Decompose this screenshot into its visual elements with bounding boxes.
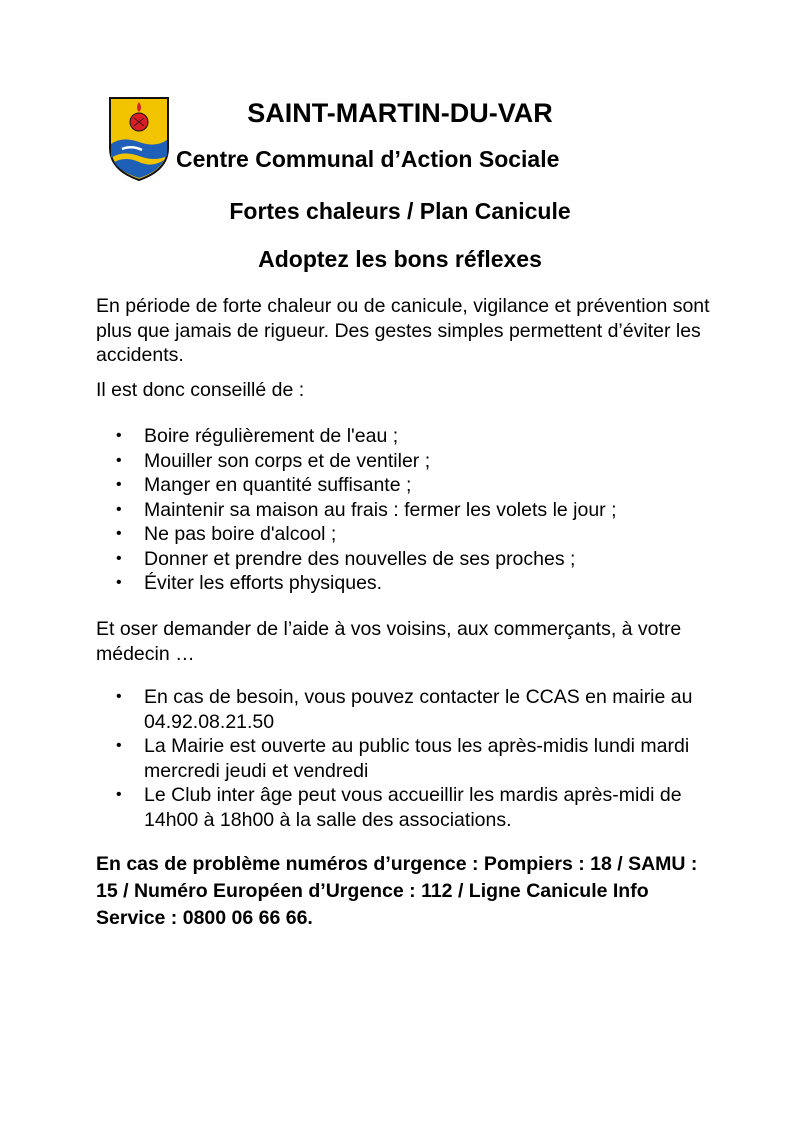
topic-heading: Fortes chaleurs / Plan Canicule [229, 198, 571, 224]
bullet-icon: • [116, 476, 122, 493]
list-item: • Mouiller son corps et de ventiler ; [116, 449, 431, 472]
bullet-icon: • [116, 688, 122, 705]
list-item: • Ne pas boire d'alcool ; [116, 523, 337, 545]
bullet-icon: • [116, 737, 122, 754]
bullet-icon: • [116, 427, 122, 444]
subtitle-heading: Adoptez les bons réflexes [258, 246, 542, 272]
list-item: • La Mairie est ouverte au public tous les après-midis lundi mardi mercredi jeudi et vendredi [116, 735, 690, 782]
help-lead: Et oser demander de l’aide à vos voisins, aux commerçants, à votre médecin … [96, 618, 682, 665]
advice-lead: Il est donc conseillé de : [96, 379, 305, 401]
bullet-icon: • [116, 451, 122, 469]
list-item: • Éviter les efforts physiques. [116, 572, 383, 594]
help-list [96, 685, 716, 832]
emergency-numbers: En cas de problème numéros d’urgence : Pompiers : 18 / SAMU : 15 / Numéro Européen d’Urgence : 112 / Ligne Canicule Info Service : 0800 06 66 66. [96, 853, 698, 929]
advice-list [96, 424, 716, 596]
town-name: SAINT-MARTIN-DU-VAR [247, 98, 553, 128]
organisation-name: Centre Communal d’Action Sociale [176, 146, 560, 172]
list-item: • Manger en quantité suffisante ; [116, 474, 412, 496]
list-item: • Maintenir sa maison au frais : fermer les volets le jour ; [116, 498, 617, 521]
bullet-icon: • [116, 574, 122, 591]
bullet-icon: • [116, 549, 122, 567]
intro-paragraph: En période de forte chaleur ou de canicule, vigilance et prévention sont plus que jamais de rigueur. Des gestes simples permettent d’éviter les accidents. [96, 295, 710, 366]
bullet-icon: • [116, 786, 122, 803]
list-item: • Donner et prendre des nouvelles de ses proches ; [116, 547, 576, 570]
list-item: • En cas de besoin, vous pouvez contacter le CCAS en mairie au 04.92.08.21.50 [116, 686, 693, 733]
list-item: • Le Club inter âge peut vous accueillir les mardis après-midi de 14h00 à 18h00 à la salle des associations. [116, 784, 682, 831]
bullet-icon: • [116, 525, 122, 542]
list-item: • Boire régulièrement de l'eau ; [116, 425, 399, 447]
bullet-icon: • [116, 500, 122, 518]
